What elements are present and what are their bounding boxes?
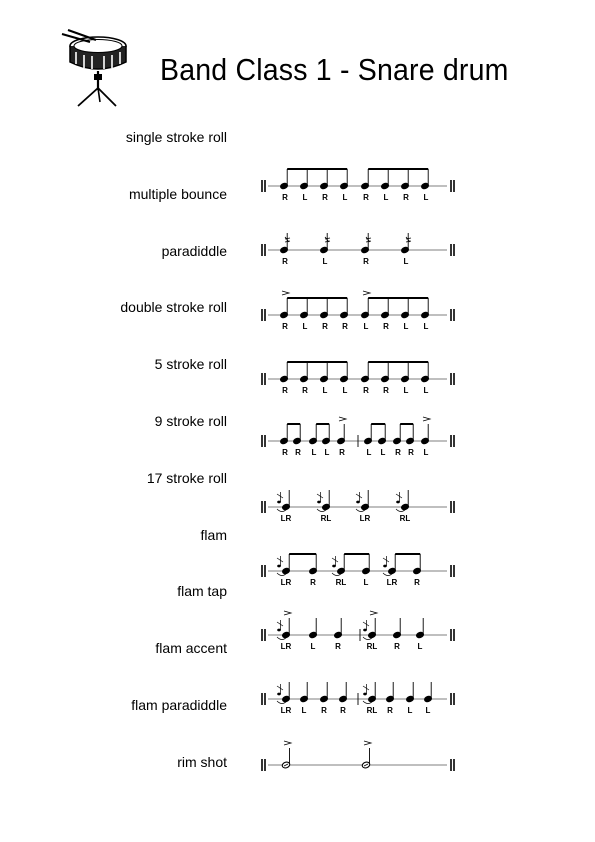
accent-mark [423, 417, 430, 421]
sticking-label: R [363, 193, 369, 202]
rudiment-notation [262, 490, 454, 523]
sticking-label: L [310, 642, 316, 651]
sticking-label: R [363, 386, 369, 395]
rudiment-notation [262, 291, 454, 331]
sticking-label: R [342, 322, 348, 331]
sticking-label: R [387, 706, 393, 715]
rudiment-notation [262, 741, 454, 771]
sticking-label: RL [399, 514, 411, 523]
grace-slash [317, 494, 323, 498]
accent-mark [284, 741, 291, 745]
sticking-label: R [282, 322, 288, 331]
rudiment-notation [262, 682, 454, 715]
sticking-label: RL [335, 578, 347, 587]
sticking-label: L [425, 706, 431, 715]
sticking-label: L [407, 706, 413, 715]
rudiment-label: flam [200, 527, 227, 543]
grace-slash [356, 494, 362, 498]
sticking-label: R [310, 578, 316, 587]
sticking-label: L [423, 386, 429, 395]
sticking-label: R [383, 322, 389, 331]
sticking-label: L [363, 322, 369, 331]
accent-mark [363, 291, 370, 295]
sticking-label: R [363, 257, 369, 266]
sticking-label: R [403, 193, 409, 202]
sticking-label: L [403, 257, 409, 266]
sticking-label: R [282, 257, 288, 266]
rudiment-notation [262, 554, 454, 587]
sticking-label: L [423, 193, 429, 202]
sticking-label: L [363, 578, 369, 587]
sticking-label: R [282, 448, 288, 457]
sticking-label: RL [320, 514, 332, 523]
sticking-label: LR [280, 578, 292, 587]
sticking-label: L [380, 448, 386, 457]
grace-slash [363, 622, 369, 626]
sticking-label: L [302, 322, 308, 331]
sticking-label: R [322, 193, 328, 202]
rudiment-notation [262, 417, 454, 457]
rudiment-label: multiple bounce [128, 186, 227, 202]
rudiment-label: 17 stroke roll [146, 470, 227, 486]
sticking-label: R [321, 706, 327, 715]
sticking-label: RL [366, 642, 378, 651]
grace-slash [332, 558, 338, 562]
rudiment-label: 9 stroke roll [154, 413, 227, 429]
sticking-label: R [414, 578, 420, 587]
sticking-label: L [322, 257, 328, 266]
sticking-label: LR [280, 706, 292, 715]
accent-mark [364, 741, 371, 745]
accent-mark [284, 611, 291, 615]
grace-slash [277, 686, 283, 690]
sticking-label: R [340, 706, 346, 715]
sticking-label: L [403, 386, 409, 395]
sticking-label: LR [386, 578, 398, 587]
sticking-label: R [339, 448, 345, 457]
grace-slash [363, 686, 369, 690]
accent-mark [282, 291, 289, 295]
sticking-label: R [295, 448, 301, 457]
sticking-label: L [302, 193, 308, 202]
page-title: Band Class 1 - Snare drum [160, 52, 509, 87]
rudiment-label: paradiddle [161, 243, 227, 259]
sticking-label: L [423, 322, 429, 331]
sticking-label: L [324, 448, 330, 457]
grace-slash [277, 558, 283, 562]
grace-slash [396, 494, 402, 498]
sticking-label: R [282, 386, 288, 395]
sticking-label: R [322, 322, 328, 331]
sticking-label: R [282, 193, 288, 202]
rudiment-notation [262, 169, 454, 202]
sticking-label: L [301, 706, 307, 715]
rudiment-label: flam accent [155, 640, 227, 656]
sticking-label: RL [366, 706, 378, 715]
sticking-label: R [335, 642, 341, 651]
sticking-label: L [383, 193, 389, 202]
sticking-label: R [302, 386, 308, 395]
sticking-label: L [311, 448, 317, 457]
sticking-label: LR [359, 514, 371, 523]
sticking-label: L [417, 642, 423, 651]
sticking-label: L [342, 193, 348, 202]
sticking-label: LR [280, 514, 292, 523]
rudiment-notation [262, 362, 454, 395]
rudiment-notation [262, 611, 454, 651]
sticking-label: L [342, 386, 348, 395]
accent-mark [370, 611, 377, 615]
sticking-label: R [395, 448, 401, 457]
rudiment-label: flam tap [177, 583, 227, 599]
sticking-label: R [394, 642, 400, 651]
rudiment-label: single stroke roll [125, 129, 227, 145]
rudiment-label: 5 stroke roll [154, 356, 227, 372]
grace-slash [383, 558, 389, 562]
rudiment-label: double stroke roll [120, 299, 227, 315]
rudiment-label: rim shot [177, 754, 227, 770]
sticking-label: L [366, 448, 372, 457]
sticking-label: L [403, 322, 409, 331]
rudiment-label: flam paradiddle [131, 697, 227, 713]
rudiment-notation [262, 233, 454, 266]
sticking-label: R [408, 448, 414, 457]
sticking-label: LR [280, 642, 292, 651]
grace-slash [277, 494, 283, 498]
sticking-label: R [383, 386, 389, 395]
sticking-label: L [423, 448, 429, 457]
sticking-label: L [322, 386, 328, 395]
accent-mark [339, 417, 346, 421]
grace-slash [277, 622, 283, 626]
